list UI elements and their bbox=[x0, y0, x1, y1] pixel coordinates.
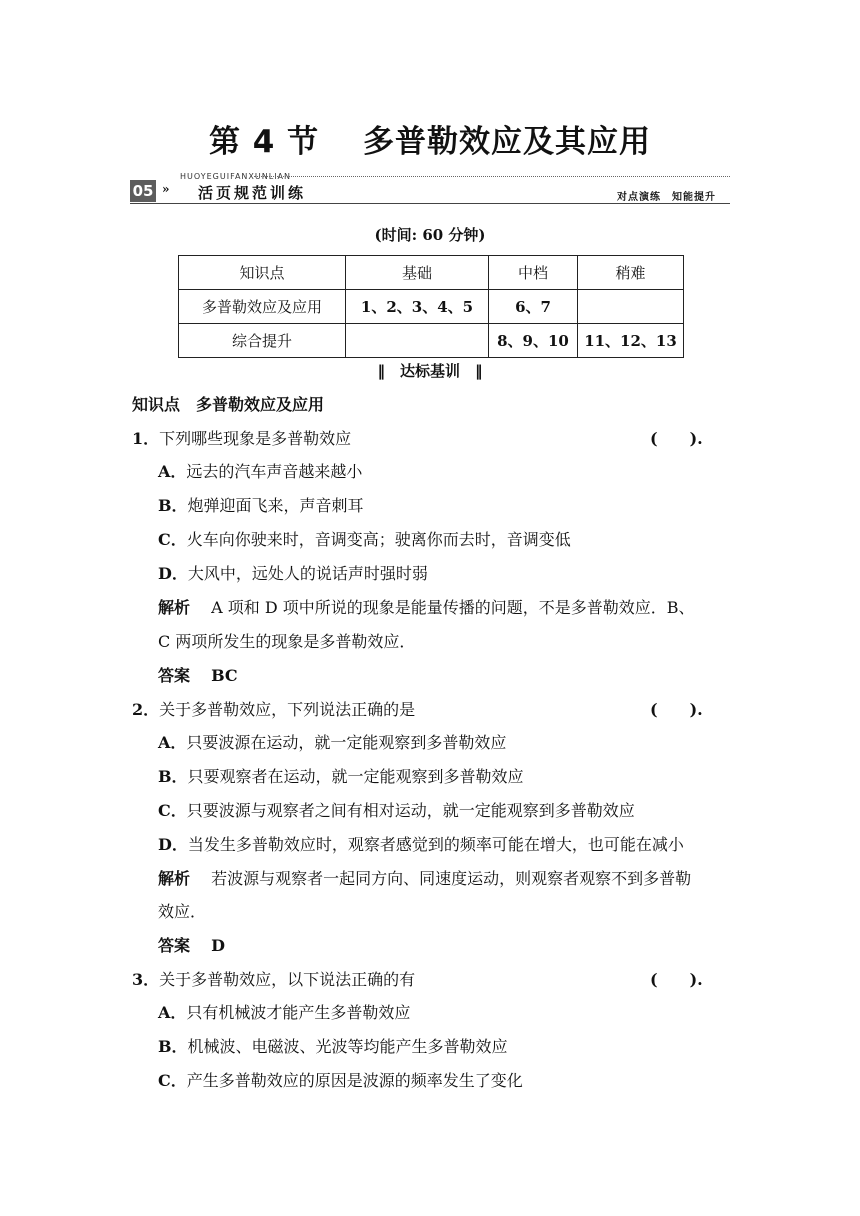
option-b bbox=[158, 764, 524, 787]
analysis bbox=[158, 866, 691, 889]
question-stem: 下列哪些现象是多普勒效应 bbox=[159, 429, 352, 448]
option-text: 只要波源与观察者之间有相对运动，就一定能观察到多普勒效应 bbox=[186, 801, 635, 820]
double-arrow-icon: » bbox=[162, 182, 170, 196]
table-row bbox=[179, 324, 684, 358]
knowledge-point-heading: 知识点 多普勒效应及应用 bbox=[132, 395, 325, 414]
analysis-text: A 项和 D 项中所说的现象是能量传播的问题，不是多普勒效应．B、 bbox=[211, 598, 695, 617]
table-header-cell: 中档 bbox=[489, 256, 578, 290]
option-label: A． bbox=[158, 1003, 187, 1022]
banner-pinyin: HUOYEGUIFANXUNLIAN bbox=[180, 172, 292, 181]
table-header-cell: 基础 bbox=[346, 256, 489, 290]
banner-right-text: 对点演练 知能提升 bbox=[617, 192, 716, 203]
table-cell: 1、2、3、4、5 bbox=[346, 290, 489, 324]
page-title: 第 4 节 多普勒效应及其应用 bbox=[209, 124, 651, 160]
option-text: 只要波源在运动，就一定能观察到多普勒效应 bbox=[186, 733, 507, 752]
table-cell: 综合提升 bbox=[179, 324, 346, 358]
analysis-text: 若波源与观察者一起同方向、同速度运动，则观察者观察不到多普勒 bbox=[211, 869, 692, 888]
option-a bbox=[158, 459, 362, 482]
banner-number-box: 05 bbox=[130, 180, 156, 202]
option-text: 火车向你驶来时，音调变高；驶离你而去时，音调变低 bbox=[186, 530, 571, 549]
question-3 bbox=[132, 967, 415, 990]
table-header-cell: 稍难 bbox=[578, 256, 684, 290]
section-banner bbox=[130, 170, 730, 206]
table-header-row bbox=[179, 256, 684, 290]
option-a bbox=[158, 1000, 410, 1023]
question-stem: 关于多普勒效应，以下说法正确的有 bbox=[159, 970, 416, 989]
table-cell: 8、9、10 bbox=[489, 324, 578, 358]
option-a bbox=[158, 730, 506, 753]
option-c bbox=[158, 798, 635, 821]
option-label: B． bbox=[158, 767, 188, 786]
analysis bbox=[158, 595, 695, 618]
time-limit: (时间: 60 分钟) bbox=[374, 226, 486, 244]
knowledge-table bbox=[178, 255, 684, 358]
answer-value: BC bbox=[211, 666, 238, 685]
option-label: A． bbox=[158, 733, 187, 752]
option-label: B． bbox=[158, 496, 188, 515]
option-c bbox=[158, 527, 571, 550]
option-b bbox=[158, 493, 364, 516]
table-cell bbox=[346, 324, 489, 358]
section-mark: ‖ 达标基训 ‖ bbox=[377, 362, 483, 380]
answer-blank: ( ). bbox=[650, 429, 703, 448]
table-cell: 6、7 bbox=[489, 290, 578, 324]
table-cell: 11、12、13 bbox=[578, 324, 684, 358]
banner-label: 活页规范训练 bbox=[198, 184, 307, 202]
analysis-continued: 效应． bbox=[158, 902, 207, 921]
option-text: 只有机械波才能产生多普勒效应 bbox=[186, 1003, 411, 1022]
option-text: 当发生多普勒效应时，观察者感觉到的频率可能在增大，也可能在减小 bbox=[187, 835, 684, 854]
option-c bbox=[158, 1068, 523, 1091]
option-b bbox=[158, 1034, 508, 1057]
table-cell bbox=[578, 290, 684, 324]
option-label: C． bbox=[158, 1071, 187, 1090]
question-stem: 关于多普勒效应，下列说法正确的是 bbox=[159, 700, 416, 719]
question-number: 1． bbox=[132, 429, 160, 448]
option-text: 机械波、电磁波、光波等均能产生多普勒效应 bbox=[187, 1037, 508, 1056]
banner-rule bbox=[130, 203, 730, 204]
option-text: 远去的汽车声音越来越小 bbox=[186, 462, 363, 481]
table-row bbox=[179, 290, 684, 324]
option-d bbox=[158, 561, 428, 584]
question-number: 2． bbox=[132, 700, 160, 719]
option-label: B． bbox=[158, 1037, 188, 1056]
option-label: D． bbox=[158, 564, 188, 583]
option-d bbox=[158, 832, 684, 855]
answer bbox=[158, 663, 238, 686]
answer-label: 答案 bbox=[158, 936, 191, 955]
question-1 bbox=[132, 426, 351, 449]
answer-blank: ( ). bbox=[650, 970, 703, 989]
table-cell: 多普勒效应及应用 bbox=[179, 290, 346, 324]
question-2 bbox=[132, 697, 415, 720]
option-label: D． bbox=[158, 835, 188, 854]
answer-label: 答案 bbox=[158, 666, 191, 685]
analysis-label: 解析 bbox=[158, 869, 191, 888]
answer-value: D bbox=[211, 936, 225, 955]
question-number: 3． bbox=[132, 970, 160, 989]
banner-dotted-line bbox=[254, 176, 730, 177]
analysis-continued: C 两项所发生的现象是多普勒效应． bbox=[158, 632, 416, 651]
option-text: 大风中，远处人的说话声时强时弱 bbox=[187, 564, 428, 583]
table-header-cell: 知识点 bbox=[179, 256, 346, 290]
option-text: 炮弹迎面飞来，声音刺耳 bbox=[187, 496, 364, 515]
option-text: 只要观察者在运动，就一定能观察到多普勒效应 bbox=[187, 767, 524, 786]
option-label: A． bbox=[158, 462, 187, 481]
analysis-label: 解析 bbox=[158, 598, 191, 617]
option-label: C． bbox=[158, 801, 187, 820]
answer-blank: ( ). bbox=[650, 700, 703, 719]
answer bbox=[158, 933, 225, 956]
option-label: C． bbox=[158, 530, 187, 549]
option-text: 产生多普勒效应的原因是波源的频率发生了变化 bbox=[186, 1071, 523, 1090]
